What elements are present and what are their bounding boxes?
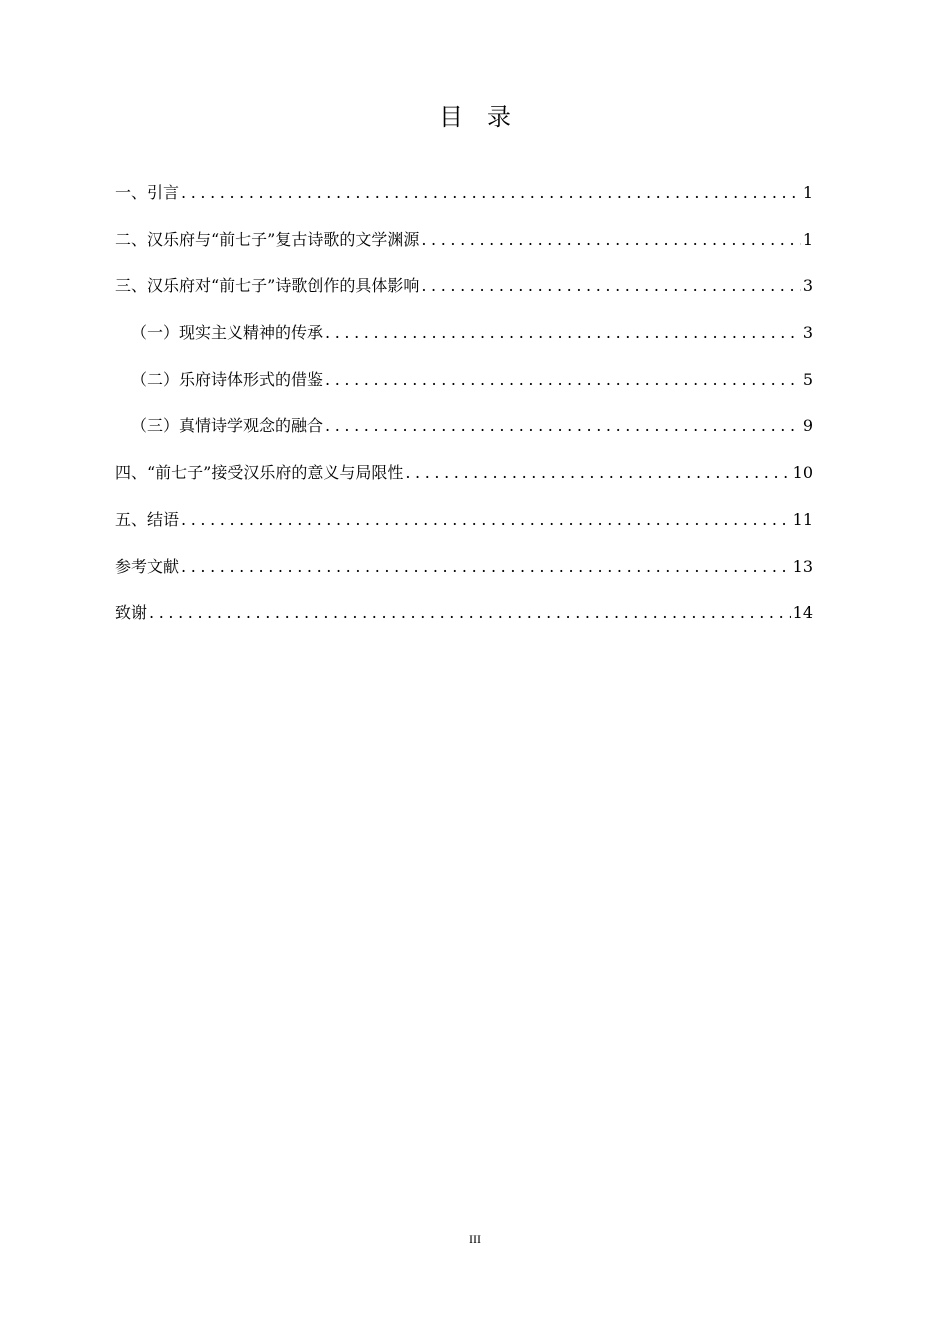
toc-dot-leader xyxy=(181,503,791,537)
toc-entry-section-4[interactable] xyxy=(115,456,813,503)
toc-entry-conclusion[interactable] xyxy=(115,503,813,550)
toc-dot-leader xyxy=(181,550,791,584)
toc-entry-label: 一、引言 xyxy=(115,183,180,202)
toc-entry-section-3-3[interactable] xyxy=(115,409,813,456)
toc-entry-page: 14 xyxy=(792,603,813,623)
toc-entry-introduction[interactable] xyxy=(115,176,813,223)
toc-entry-page: 3 xyxy=(802,323,813,343)
toc-dot-leader xyxy=(325,409,801,443)
toc-entry-label: 四、“前七子”接受汉乐府的意义与局限性 xyxy=(115,463,404,483)
toc-list xyxy=(115,176,813,643)
toc-dot-leader xyxy=(325,363,801,397)
toc-entry-label: （一）现实主义精神的传承 xyxy=(131,323,324,343)
footer-page-number: III xyxy=(469,1232,481,1246)
toc-entry-page: 1 xyxy=(802,229,813,249)
toc-entry-label: （三）真情诗学观念的融合 xyxy=(131,416,324,436)
toc-dot-leader xyxy=(421,269,800,303)
toc-entry-section-3[interactable] xyxy=(115,269,813,316)
toc-title: 目 录 xyxy=(439,103,511,131)
toc-dot-leader xyxy=(325,316,801,350)
toc-dot-leader xyxy=(421,223,800,257)
toc-entry-references[interactable] xyxy=(115,550,813,597)
toc-entry-acknowledgements[interactable] xyxy=(115,596,813,643)
toc-entry-label: 二、汉乐府与“前七子”复古诗歌的文学渊源 xyxy=(115,229,420,249)
toc-entry-page: 11 xyxy=(792,509,813,529)
toc-entry-section-3-1[interactable] xyxy=(115,316,813,363)
toc-entry-page: 9 xyxy=(802,416,813,436)
toc-dot-leader xyxy=(181,176,801,210)
toc-entry-label: 三、汉乐府对“前七子”诗歌创作的具体影响 xyxy=(115,276,420,296)
toc-dot-leader xyxy=(149,596,791,630)
toc-entry-page: 10 xyxy=(792,463,813,483)
toc-entry-label: （二）乐府诗体形式的借鉴 xyxy=(131,369,324,389)
toc-entry-page: 5 xyxy=(802,369,813,389)
toc-dot-leader xyxy=(405,456,790,490)
toc-entry-label: 五、结语 xyxy=(115,509,180,529)
toc-entry-page: 3 xyxy=(802,276,813,296)
toc-entry-page: 1 xyxy=(802,183,813,202)
toc-entry-section-2[interactable] xyxy=(115,223,813,270)
toc-entry-label: 参考文献 xyxy=(115,556,180,576)
toc-entry-section-3-2[interactable] xyxy=(115,363,813,410)
toc-entry-page: 13 xyxy=(792,556,813,576)
toc-entry-label: 致谢 xyxy=(115,603,148,623)
